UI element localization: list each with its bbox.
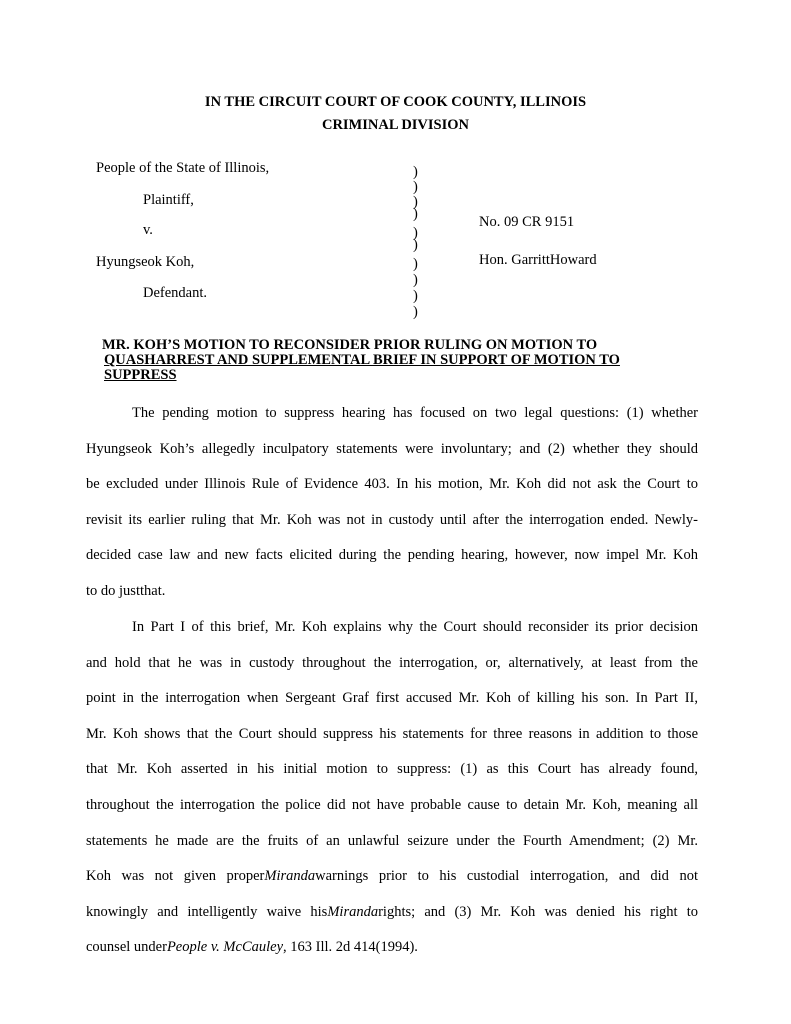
text-line: revisit its earlier ruling that Mr. Koh was not in custody until after the interrogation ended. Newly- — [86, 511, 698, 528]
text-line: The pending motion to suppress hearing has focused on two legal questions: (1) whether — [132, 405, 698, 421]
defendant-role: Defendant. — [143, 285, 208, 301]
caption-paren: ) — [413, 288, 418, 304]
text-run: counsel under — [86, 939, 167, 956]
plaintiff-name: People of the State of Illinois, — [96, 160, 270, 176]
caption-paren: ) — [413, 237, 418, 253]
text-line: Mr. Koh shows that the Court should suppress his statements for three reasons in addition to those — [86, 725, 698, 742]
caption-paren: ) — [413, 164, 418, 180]
caption-paren: ) — [413, 304, 418, 320]
motion-title — [102, 338, 702, 383]
text-line: decided case law and new facts elicited during the pending hearing, however, now impel Mr. Koh — [86, 547, 698, 564]
versus: v. — [143, 222, 153, 238]
court-division: CRIMINAL DIVISION — [321, 117, 470, 133]
paragraph-1 — [86, 403, 698, 617]
plaintiff-role: Plaintiff, — [143, 192, 194, 208]
text-run: , 163 Ill. 2d 414(1994). — [283, 939, 418, 956]
case-citation-italic: People v. McCauley — [166, 939, 284, 956]
text-line — [86, 937, 698, 973]
caption-paren: ) — [413, 179, 418, 195]
case-term-italic: Miranda — [327, 903, 379, 920]
text-run: rights; and (3) Mr. Koh was denied his right to — [378, 903, 698, 920]
text-line: to do justthat. — [86, 582, 166, 599]
title-line: SUPPRESS — [104, 367, 177, 383]
court-name: IN THE CIRCUIT COURT OF COOK COUNTY, ILLINOIS — [204, 94, 587, 110]
text-line: Hyungseok Koh’s allegedly inculpatory statements were involuntary; and (2) whether they should — [86, 440, 698, 457]
text-line — [86, 866, 698, 902]
caption-paren: ) — [413, 206, 418, 222]
case-number: No. 09 CR 9151 — [479, 214, 575, 230]
text-run: Koh was not given proper — [86, 868, 265, 885]
text-line: throughout the interrogation the police did not have probable cause to detain Mr. Koh, meaning all — [86, 796, 698, 813]
title-line: QUASHARREST AND SUPPLEMENTAL BRIEF IN SUPPORT OF MOTION TO — [104, 352, 620, 368]
text-line: and hold that he was in custody throughout the interrogation, or, alternatively, at least from the — [86, 654, 698, 671]
text-line: point in the interrogation when Sergeant Graf first accused Mr. Koh of killing his son. In Part II, — [86, 690, 698, 707]
text-line: that Mr. Koh asserted in his initial motion to suppress: (1) as this Court has already found, — [86, 761, 698, 778]
paragraph-2 — [86, 617, 698, 973]
text-line: be excluded under Illinois Rule of Evidence 403. In his motion, Mr. Koh did not ask the Court to — [86, 476, 698, 493]
caption-paren: ) — [413, 225, 418, 241]
title-line: MR. KOH’S MOTION TO RECONSIDER PRIOR RULING ON MOTION TO — [102, 337, 598, 353]
caption-paren: ) — [413, 272, 418, 288]
case-term-italic: Miranda — [264, 868, 316, 885]
caption-paren: ) — [413, 256, 418, 272]
text-run: warnings prior to his custodial interrogation, and did not — [315, 868, 699, 885]
defendant-name: Hyungseok Koh, — [96, 254, 195, 270]
text-line — [86, 902, 698, 938]
text-line: In Part I of this brief, Mr. Koh explains why the Court should reconsider its prior decision — [132, 619, 698, 635]
text-run: knowingly and intelligently waive his — [86, 903, 328, 920]
judge-name: Hon. GarrittHoward — [479, 252, 597, 268]
text-line: statements he made are the fruits of an unlawful seizure under the Fourth Amendment; (2) Mr. — [86, 832, 698, 849]
caption-paren: ) — [413, 194, 418, 210]
